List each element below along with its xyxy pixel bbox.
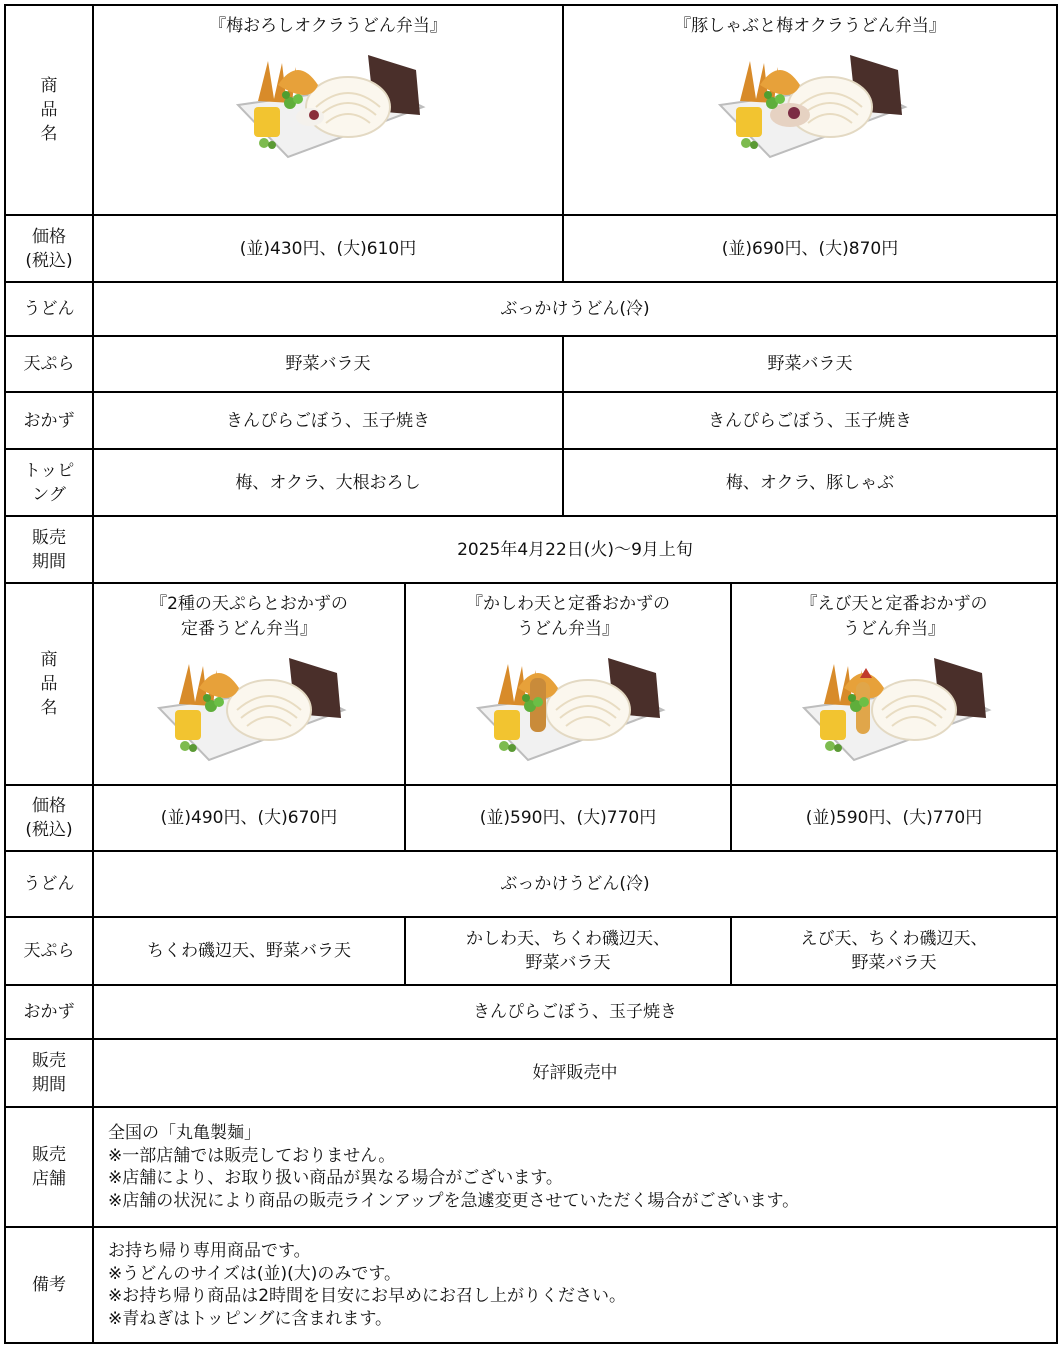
- row-label: うどん: [4, 283, 94, 335]
- row-label: 商 品 名: [4, 6, 94, 214]
- product-name: 『豚しゃぶと梅オクラうどん弁当』: [674, 16, 946, 36]
- bento-butashabu-ume-okura-image: [710, 45, 910, 172]
- note-line: ※うどんのサイズは(並)(大)のみです。: [108, 1263, 402, 1284]
- row-label: おかず: [4, 393, 94, 448]
- row-label: 販売 期間: [4, 1040, 94, 1106]
- table-cell: (並)590円、(大)770円: [732, 786, 1058, 850]
- row-label: おかず: [4, 986, 94, 1038]
- table-row: [4, 391, 1058, 448]
- note-line: ※店舗により、お取り扱い商品が異なる場合がございます。: [108, 1168, 563, 1188]
- table-cell: 野菜バラ天: [94, 337, 564, 391]
- span-cell: ぶっかけうどん(冷): [94, 852, 1058, 916]
- table-row: [4, 916, 1058, 984]
- table-cell: 梅、オクラ、豚しゃぶ: [564, 450, 1058, 515]
- row-label: 天ぷら: [4, 337, 94, 391]
- table-row: [4, 214, 1058, 281]
- row-label: 販売 期間: [4, 517, 94, 583]
- product-table: [4, 4, 1058, 1344]
- table-row: [4, 582, 1058, 784]
- row-label: 天ぷら: [4, 918, 94, 984]
- table-row: [4, 448, 1058, 515]
- table-cell: (並)430円、(大)610円: [94, 216, 564, 281]
- table-cell: きんぴらごぼう、玉子焼き: [564, 393, 1058, 448]
- product-cell: [564, 6, 1058, 214]
- table-cell: きんぴらごぼう、玉子焼き: [94, 393, 564, 448]
- row-label: 価格 (税込): [4, 216, 94, 281]
- product-name: 『梅おろしオクラうどん弁当』: [209, 16, 447, 36]
- span-cell: 2025年4月22日(火)〜9月上旬: [94, 517, 1058, 583]
- table-row: [4, 784, 1058, 850]
- span-cell: 好評販売中: [94, 1040, 1058, 1106]
- table-cell: (並)690円、(大)870円: [564, 216, 1058, 281]
- table-cell: 野菜バラ天: [564, 337, 1058, 391]
- bento-kashiwaten-image: [468, 648, 668, 775]
- table-row: [4, 4, 1058, 214]
- table-cell: かしわ天、ちくわ磯辺天、 野菜バラ天: [406, 918, 732, 984]
- table-row: [4, 850, 1058, 916]
- span-cell: きんぴらごぼう、玉子焼き: [94, 986, 1058, 1038]
- table-row: [4, 335, 1058, 391]
- product-cell: [94, 584, 406, 784]
- product-name: 『2種の天ぷらとおかずの 定番うどん弁当』: [150, 594, 348, 639]
- product-cell: [732, 584, 1058, 784]
- product-cell: [94, 6, 564, 214]
- note-line: お持ち帰り専用商品です。: [108, 1241, 311, 1261]
- row-label: トッピ ング: [4, 450, 94, 515]
- table-cell: ちくわ磯辺天、野菜バラ天: [94, 918, 406, 984]
- row-label: 販売 店舗: [4, 1108, 94, 1226]
- table-cell: (並)490円、(大)670円: [94, 786, 406, 850]
- bento-ume-oroshi-okura-image: [228, 45, 428, 172]
- table-row: [4, 281, 1058, 335]
- table-row: [4, 1226, 1058, 1344]
- table-cell: 梅、オクラ、大根おろし: [94, 450, 564, 515]
- product-name: 『かしわ天と定番おかずの うどん弁当』: [466, 594, 670, 639]
- table-row: [4, 1038, 1058, 1106]
- row-label: 商 品 名: [4, 584, 94, 784]
- bento-2shu-tempura-image: [149, 648, 349, 775]
- note-line: ※青ねぎはトッピングに含まれます。: [108, 1308, 393, 1329]
- stores-notes: [94, 1108, 1058, 1226]
- row-label: 価格 (税込): [4, 786, 94, 850]
- note-line: 全国の「丸亀製麺」: [108, 1123, 261, 1143]
- note-line: ※店舗の状況により商品の販売ラインアップを急遽変更させていただく場合がございます。: [108, 1190, 800, 1211]
- note-line: ※一部店舗では販売しておりません。: [108, 1145, 396, 1166]
- table-cell: えび天、ちくわ磯辺天、 野菜バラ天: [732, 918, 1058, 984]
- note-line: ※お持ち帰り商品は2時間を目安にお早めにお召し上がりください。: [108, 1286, 627, 1306]
- product-cell: [406, 584, 732, 784]
- table-row: [4, 984, 1058, 1038]
- remarks-notes: [94, 1228, 1058, 1342]
- table-row: [4, 515, 1058, 583]
- span-cell: ぶっかけうどん(冷): [94, 283, 1058, 335]
- product-name: 『えび天と定番おかずの うどん弁当』: [800, 594, 988, 639]
- table-cell: (並)590円、(大)770円: [406, 786, 732, 850]
- row-label: 備考: [4, 1228, 94, 1342]
- bento-ebiten-image: [794, 648, 994, 775]
- row-label: うどん: [4, 852, 94, 916]
- table-row: [4, 1106, 1058, 1226]
